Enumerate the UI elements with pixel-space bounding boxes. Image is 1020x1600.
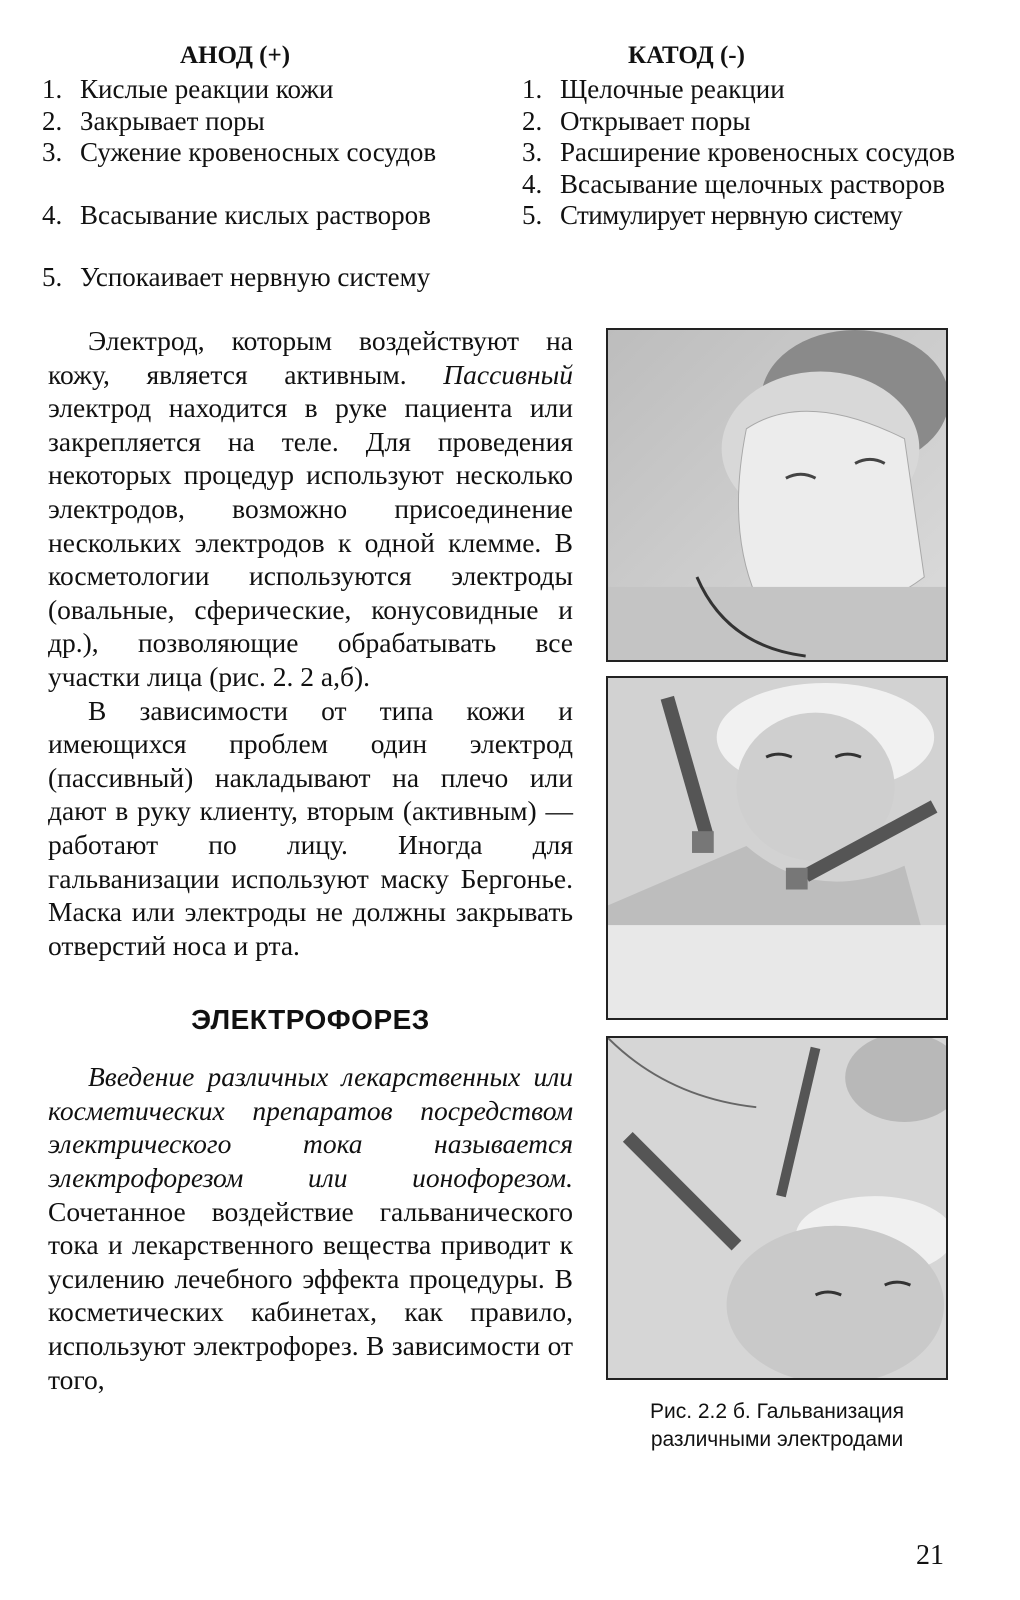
photo-electrodes-face [606, 676, 948, 1020]
cathode-item: 4. Всасывание щелочных растворов [522, 168, 945, 199]
anode-item: 4. Всасывание кислых растворов [42, 199, 431, 230]
photo-mask-procedure [606, 328, 948, 662]
anode-item: 2. Закрывает поры [42, 105, 265, 136]
section-title: ЭЛЕКТРОФОРЕЗ [191, 1004, 430, 1036]
photo-mask-image [608, 330, 946, 660]
cathode-list [522, 74, 992, 232]
cathode-item: 1. Щелочные реакции [522, 74, 785, 104]
anode-column [42, 40, 512, 294]
anode-list [42, 74, 512, 294]
figure-caption: Рис. 2.2 б. Гальванизация различными электродами [649, 1400, 905, 1451]
anode-title: АНОД (+) [180, 42, 291, 69]
paragraph-skin-type: В зависимости от типа кожи и имеющихся проблем один электрод (пассивный) накладывают на плечо или дают в руку клиенту, вторым (активным) — работают по лицу. Иногда для гальванизации используют маску Бергонье. Маска или электроды не должны закрывать отверстий носа и рта. [48, 694, 573, 961]
italic-term: Пассивный [443, 358, 573, 390]
cathode-item: 3. Расширение кровеносных сосудов [522, 137, 956, 167]
page-number: 21 [916, 1540, 944, 1571]
cathode-column [522, 40, 992, 232]
photo-electrodes-image [608, 678, 946, 1018]
anode-item: 3. Сужение кровеносных сосудов [42, 137, 437, 167]
paragraph-electrodes: Электрод, которым воздействуют на кожу, является активным. Пассивный электрод находится в руке пациента или закрепляется на теле. Для проведения некоторых процедур используют несколько электродов, возможно присоединение нескольких электродов к одной клемме. В косметологии используются электроды (овальные, сферические, конусовидные и др.), позволяющие обрабатывать все участки лица (рис. 2. 2 а,б). [48, 325, 573, 692]
photo-closeup-image [608, 1038, 946, 1378]
photo-electrodes-closeup [606, 1036, 948, 1380]
body-text [48, 324, 573, 1396]
anode-item: 5. Успокаивает нервную систему [42, 262, 431, 292]
cathode-title: КАТОД (-) [628, 42, 745, 69]
cathode-item: 5. Стимулирует нервную систему [522, 200, 903, 230]
definition: Введение различных лекарственных или косметических препаратов посредством электрического тока называется электрофорезом или ионофорезом. [48, 1061, 573, 1194]
paragraph-electrophoresis: Введение различных лекарственных или косметических препаратов посредством электрического тока называется электрофорезом или ионофорезом. Сочетанное воздействие гальванического тока и лекарственного вещества приводит к усилению лечебного эффекта процедуры. В косметических кабинетах, как правило, используют электрофорез. В зависимости от того, [48, 1061, 573, 1395]
anode-item: 1. Кислые реакции кожи [42, 74, 334, 104]
cathode-item: 2. Открывает поры [522, 105, 751, 136]
